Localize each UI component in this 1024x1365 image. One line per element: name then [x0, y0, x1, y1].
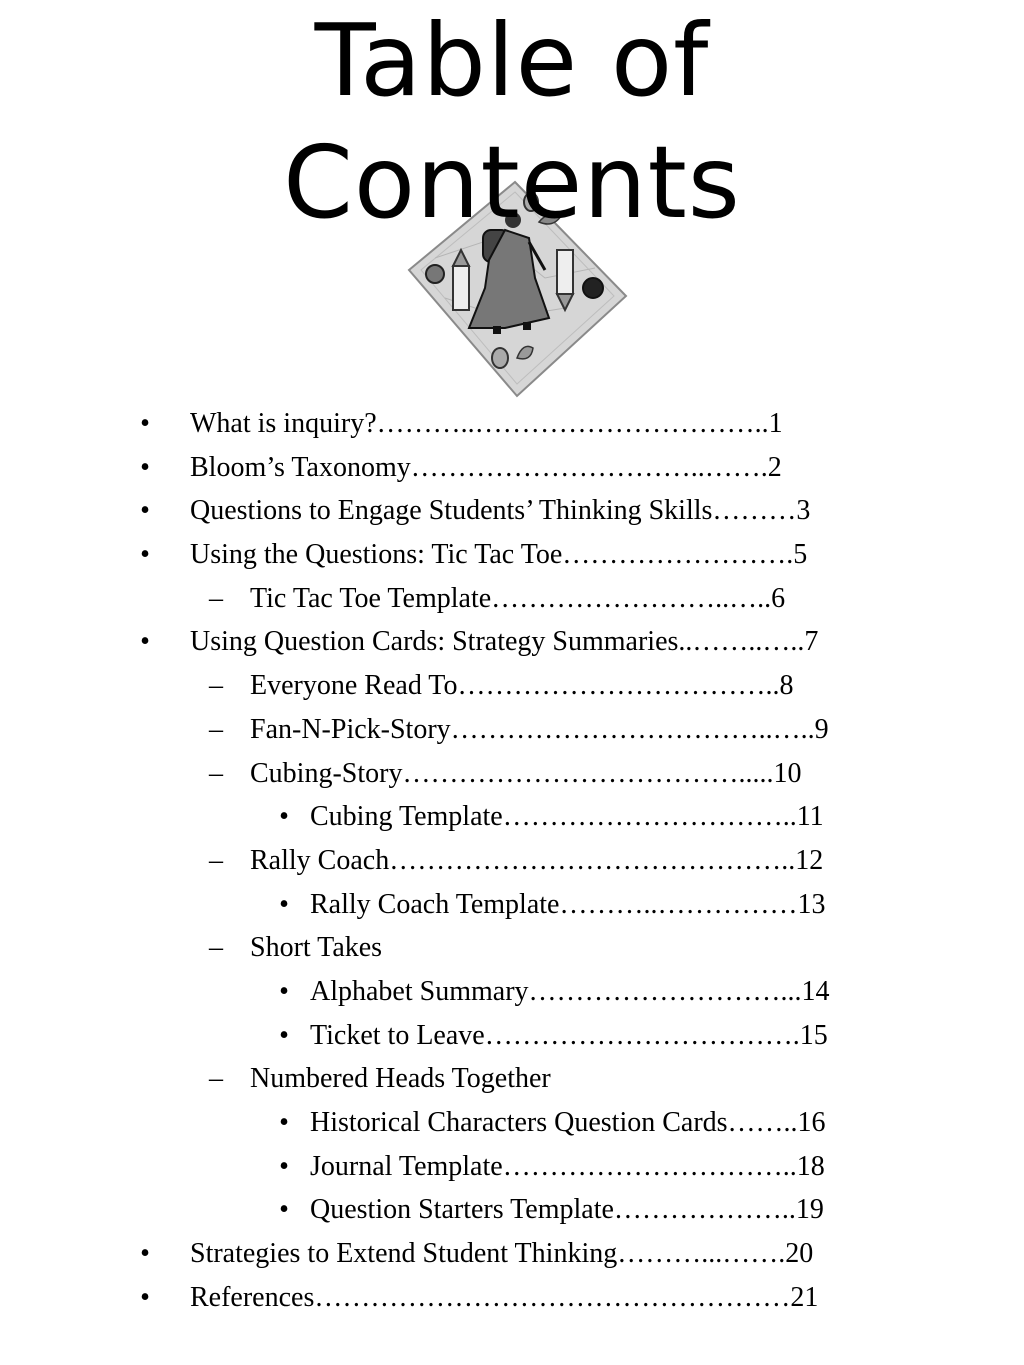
bullet: • [140, 1238, 150, 1270]
apple-icon [426, 265, 444, 283]
toc-item-text: Question Starters Template………………..19 [310, 1194, 824, 1226]
dash-bullet: – [209, 670, 223, 702]
bullet: • [140, 495, 150, 527]
toc-item-text: What is inquiry?………..…………………………..1 [190, 408, 783, 439]
toc-item-text: Rally Coach……………………………………..12 [250, 844, 824, 876]
dash-bullet: – [209, 582, 223, 614]
title-line-2: Contents [283, 124, 741, 241]
title-line-1: Table of [314, 2, 710, 119]
dash-bullet: – [209, 713, 223, 745]
toc-item [0, 708, 1024, 752]
dash-bullet: – [209, 1063, 223, 1095]
toc-item-text: Rally Coach Template………..……………13 [310, 888, 826, 920]
toc-item [0, 446, 1024, 490]
toc-item-text: Fan-N-Pick-Story……………………………..…..9 [250, 713, 829, 745]
bullet: • [140, 408, 150, 439]
toc-item [0, 970, 1024, 1014]
toc-item [0, 752, 1024, 796]
toc-item [0, 1232, 1024, 1276]
toc-item [0, 1014, 1024, 1058]
toc-item [0, 795, 1024, 839]
toc-item [0, 883, 1024, 927]
bullet: • [279, 1194, 289, 1226]
toc-item [0, 620, 1024, 664]
toc-item [0, 1188, 1024, 1232]
toc-item-text: Cubing Template…………………………..11 [310, 801, 824, 833]
dash-bullet: – [209, 932, 223, 964]
dash-bullet: – [209, 844, 223, 876]
bullet: • [140, 539, 150, 571]
dash-bullet: – [209, 757, 223, 789]
table-of-contents-list [0, 402, 1024, 1319]
bullet: • [279, 1019, 289, 1051]
bullet: • [279, 1107, 289, 1138]
bullet: • [279, 1150, 289, 1182]
page-title [0, 0, 1024, 244]
toc-item-text: Historical Characters Question Cards……..16 [310, 1107, 826, 1138]
bullet: • [279, 975, 289, 1007]
pear-icon [492, 348, 508, 368]
bullet: • [140, 626, 150, 658]
toc-item-text: Questions to Engage Students’ Thinking Skills………3 [190, 495, 811, 527]
pencil-icon [453, 250, 469, 310]
toc-item-text: Using Question Cards: Strategy Summaries..……..…..7 [190, 626, 819, 658]
toc-item [0, 1276, 1024, 1320]
toc-item [0, 664, 1024, 708]
toc-item [0, 839, 1024, 883]
toc-item-text: Bloom’s Taxonomy…………………………..…….2 [190, 451, 782, 483]
toc-item [0, 533, 1024, 577]
toc-item [0, 489, 1024, 533]
toc-item-text: Using the Questions: Tic Tac Toe…………………….5 [190, 539, 808, 571]
apple-icon [583, 278, 603, 298]
toc-item-text: Ticket to Leave…………………………….15 [310, 1019, 828, 1051]
pencil-icon [557, 250, 573, 310]
toc-item [0, 1145, 1024, 1189]
bullet: • [279, 888, 289, 920]
toc-item-text: Journal Template…………………………..18 [310, 1150, 825, 1182]
toc-item-text: Strategies to Extend Student Thinking………...…….20 [190, 1238, 814, 1270]
toc-item [0, 402, 1024, 446]
bullet: • [140, 451, 150, 483]
toc-item [0, 1101, 1024, 1145]
bullet: • [140, 1281, 150, 1313]
toc-item-text: Alphabet Summary………………………...14 [310, 975, 830, 1007]
toc-item-text: Short Takes [250, 932, 383, 964]
toc-item-text: Everyone Read To……………………………..8 [250, 670, 794, 702]
toc-item [0, 1057, 1024, 1101]
bullet: • [279, 801, 289, 833]
toc-item-text: Numbered Heads Together [250, 1063, 551, 1095]
toc-item-text: Tic Tac Toe Template……………………..…..6 [250, 582, 786, 614]
toc-item-text: Cubing-Story……………………………….....10 [250, 757, 802, 789]
toc-item [0, 926, 1024, 970]
toc-item [0, 577, 1024, 621]
toc-item-text: References……………………………………………21 [190, 1281, 819, 1313]
